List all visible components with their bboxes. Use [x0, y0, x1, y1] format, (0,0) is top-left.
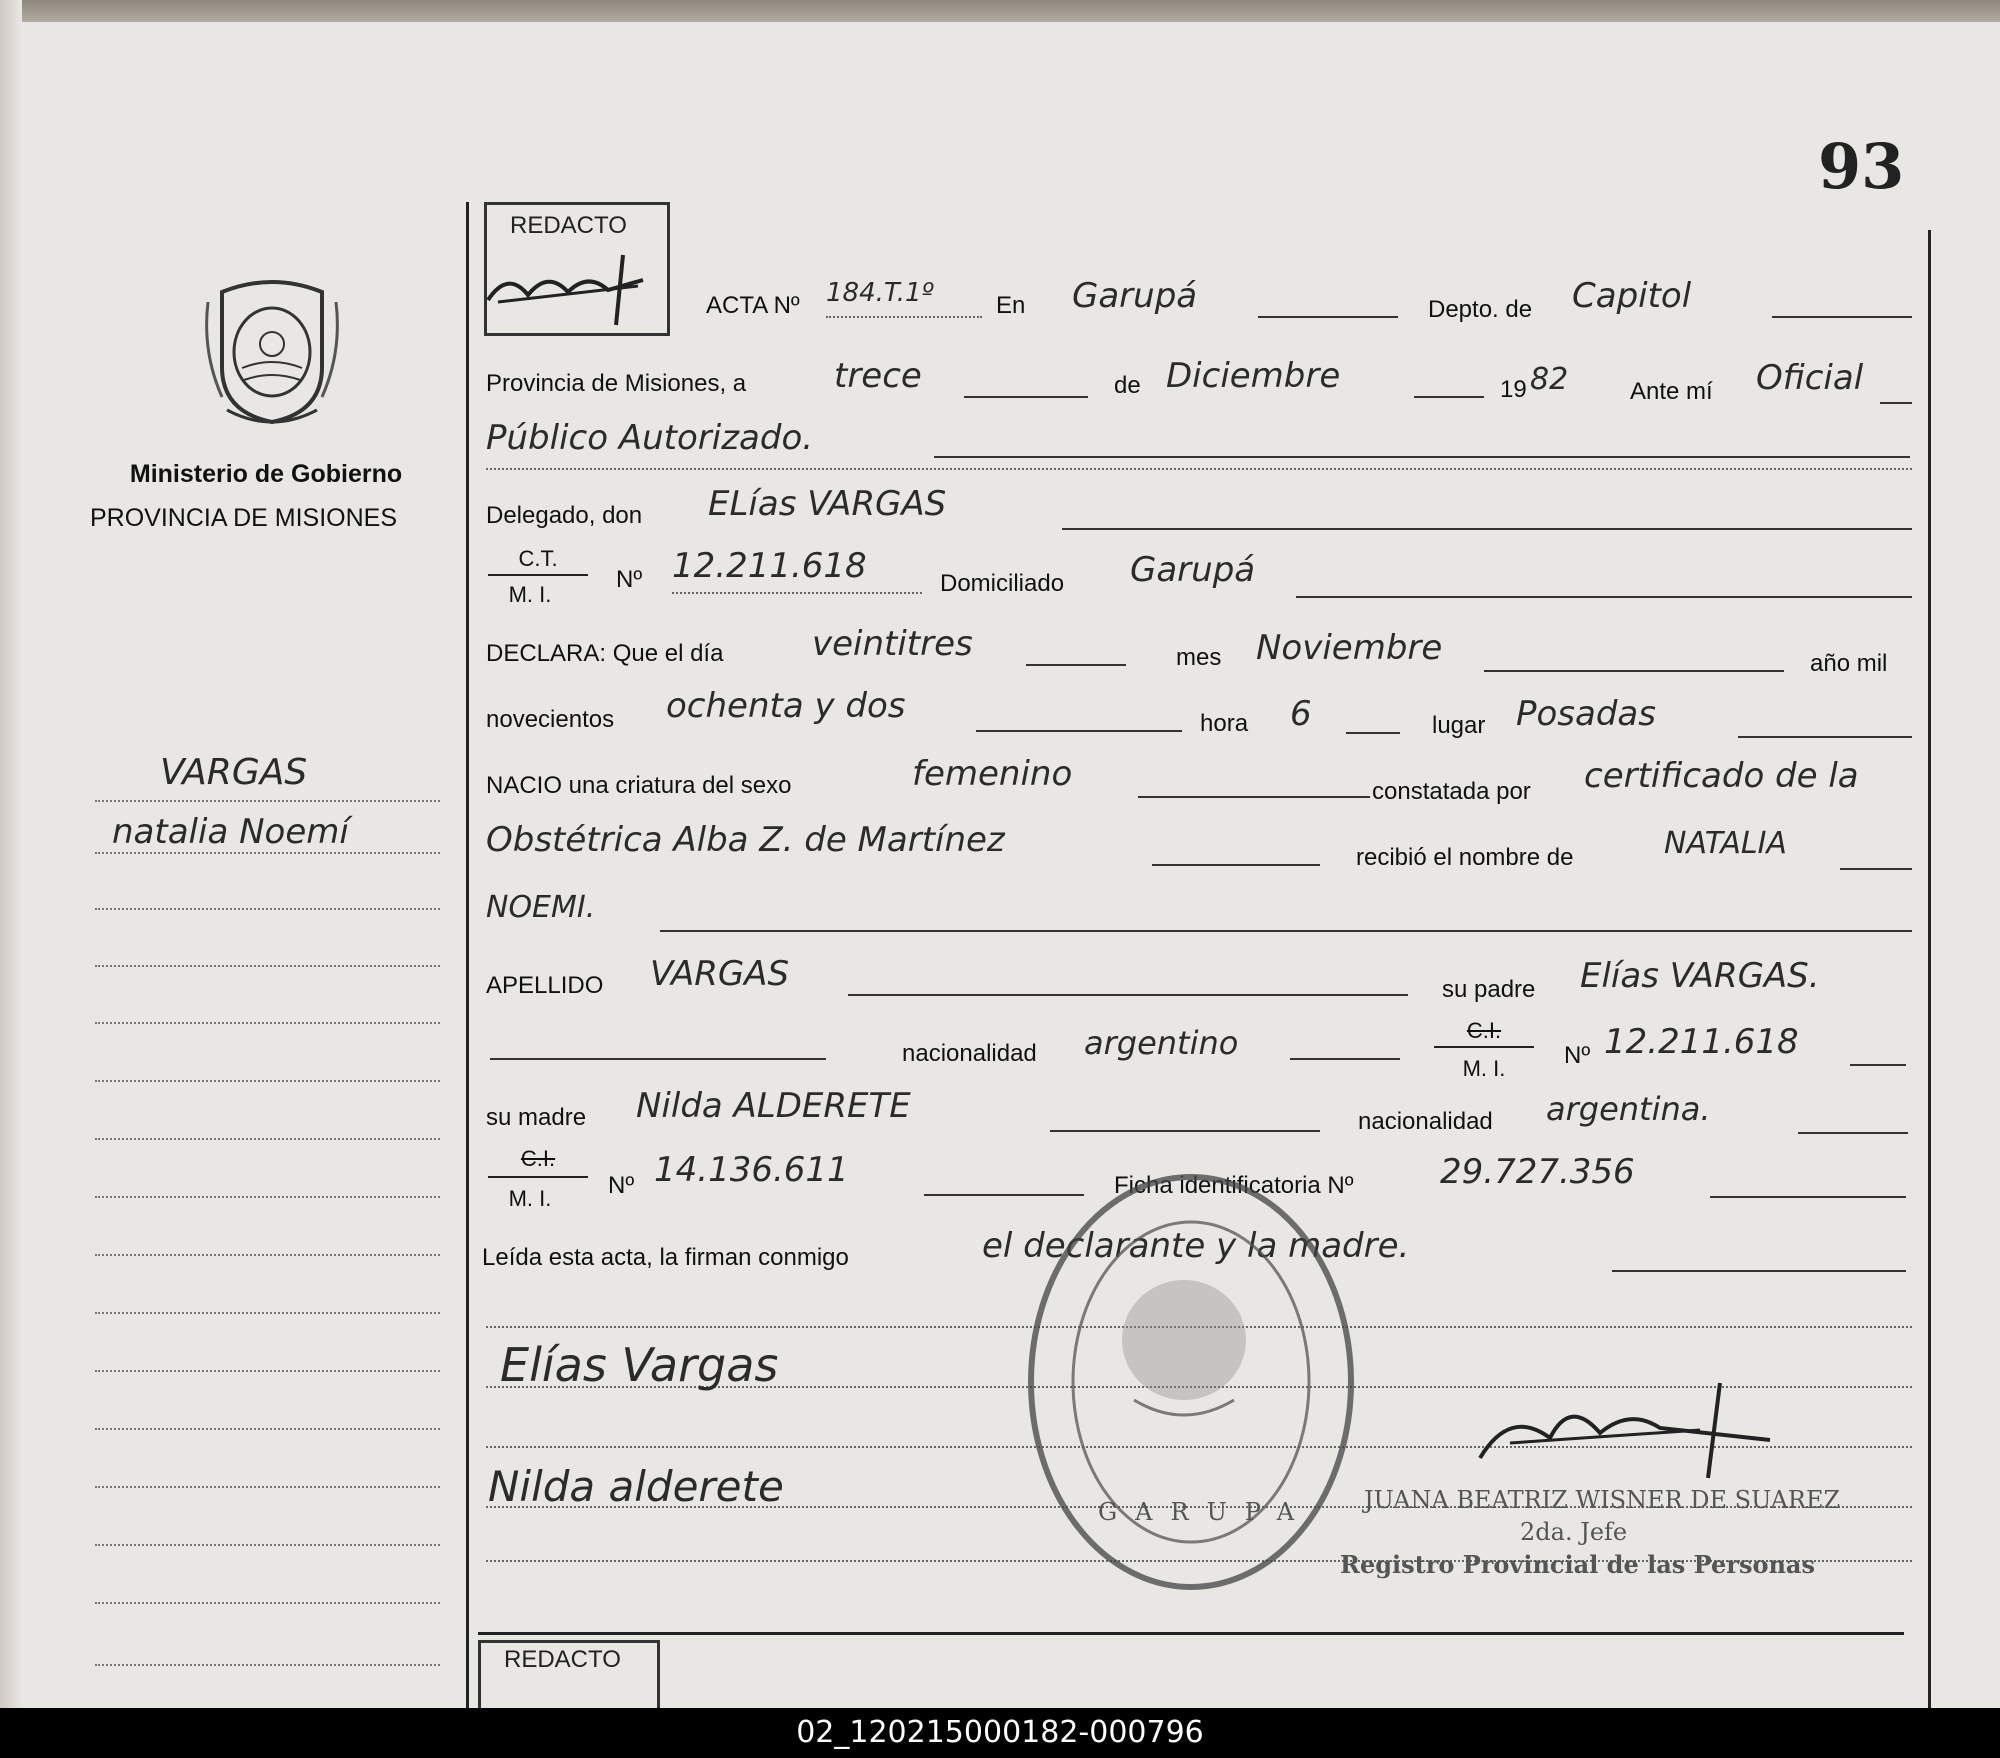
child-name-1: NATALIA — [1664, 826, 1787, 861]
fraction-bar — [488, 574, 588, 576]
constatada-value-2: Obstétrica Alba Z. de Martínez — [486, 820, 1005, 860]
margin-line — [95, 1544, 440, 1546]
ficha-label: Ficha identificatoria Nº — [1114, 1172, 1354, 1199]
acta-number-line — [826, 316, 982, 318]
margin-line — [95, 1428, 440, 1430]
delegado-name: ELías VARGAS — [708, 484, 947, 524]
margin-line — [95, 1254, 440, 1256]
apellido-value: VARGAS — [650, 954, 790, 994]
en-label: En — [996, 292, 1026, 319]
year-suffix: 82 — [1530, 362, 1569, 397]
page-top-edge — [0, 0, 2000, 22]
margin-line — [95, 852, 440, 854]
padre-doc-line — [1850, 1064, 1906, 1066]
margin-line — [95, 1138, 440, 1140]
ante-value-2: Público Autorizado. — [486, 418, 814, 458]
birth-day: veintitres — [812, 624, 973, 664]
madre-line — [1050, 1130, 1320, 1132]
official-signature — [1470, 1378, 1780, 1488]
birth-hour: 6 — [1290, 694, 1312, 734]
hora-label: hora — [1200, 710, 1249, 737]
padre-label: su padre — [1442, 976, 1536, 1003]
margin-line — [95, 908, 440, 910]
birth-year-line — [976, 730, 1182, 732]
official-name: JUANA BEATRIZ WISNER DE SUAREZ — [1364, 1486, 1841, 1514]
nacio-label: NACIO una criatura del sexo — [486, 772, 792, 799]
novecientos-label: novecientos — [486, 706, 615, 733]
form-right-border — [1928, 230, 1931, 1708]
ficha-value: 29.727.356 — [1440, 1152, 1635, 1192]
birth-hour-line — [1346, 732, 1400, 734]
image-caption: 02_120215000182-000796 — [0, 1708, 2000, 1758]
official-office: Registro Provincial de las Personas — [1340, 1550, 1815, 1579]
leida-value: el declarante y la madre. — [982, 1226, 1410, 1266]
margin-line — [95, 965, 440, 967]
ficha-line — [1710, 1196, 1906, 1198]
month-line — [1414, 396, 1484, 398]
madre-doc: 14.136.611 — [654, 1150, 849, 1190]
no-label: Nº — [616, 566, 643, 593]
en-line — [1258, 316, 1398, 318]
ante-value: Oficial — [1756, 358, 1864, 398]
page-left-edge — [0, 0, 22, 1708]
domiciliado-label: Domiciliado — [940, 570, 1065, 597]
birth-month: Noviembre — [1256, 628, 1443, 668]
recibio-label: recibió el nombre de — [1356, 844, 1574, 871]
margin-line — [95, 1196, 440, 1198]
padre-nacionalidad-label: nacionalidad — [902, 1040, 1037, 1067]
madre-value: Nilda ALDERETE — [636, 1086, 911, 1126]
margin-surname: VARGAS — [160, 752, 308, 793]
margin-line — [95, 1312, 440, 1314]
delegado-mi-label: M. I. — [508, 582, 552, 607]
page-number: 93 — [1818, 130, 1905, 203]
depto-label: Depto. de — [1428, 296, 1533, 323]
ante-line — [1880, 402, 1912, 404]
de-label: de — [1114, 372, 1141, 399]
birth-month-line — [1484, 670, 1784, 672]
domiciliado-value: Garupá — [1130, 550, 1256, 590]
margin-line — [95, 1022, 440, 1024]
ante-line-2 — [934, 456, 1910, 458]
day-value: trece — [834, 356, 922, 396]
depto-value: Capitol — [1572, 276, 1692, 316]
margin-line — [95, 1080, 440, 1082]
margin-line — [95, 1370, 440, 1372]
year-prefix: 19 — [1500, 376, 1527, 403]
en-value: Garupá — [1072, 276, 1198, 316]
madre-ct-label: C.I. — [520, 1146, 556, 1171]
madre-nationality-line — [1798, 1132, 1908, 1134]
margin-line — [95, 1486, 440, 1488]
birth-place-line — [1738, 736, 1912, 738]
dotted-line — [486, 468, 1912, 470]
padre-mi-label: M. I. — [1462, 1056, 1506, 1081]
month-value: Diciembre — [1166, 356, 1341, 396]
madre-nationality: argentina. — [1546, 1090, 1711, 1128]
stamp-bottom-text: GARUPA — [1098, 1498, 1313, 1526]
margin-given-names: natalia Noemí — [112, 812, 349, 852]
sex-line — [1138, 796, 1370, 798]
child-name-line — [1840, 868, 1912, 870]
delegado-line — [1062, 528, 1912, 530]
day-line — [964, 396, 1088, 398]
leida-line — [1612, 1270, 1906, 1272]
entry-separator — [478, 1632, 1904, 1635]
delegado-label: Delegado, don — [486, 502, 643, 529]
acta-label: ACTA Nº — [706, 292, 800, 319]
padre-ct-label: C.I. — [1466, 1018, 1502, 1043]
padre-nationality: argentino — [1084, 1024, 1239, 1062]
lugar-label: lugar — [1432, 712, 1486, 739]
margin-line — [95, 800, 440, 802]
constatada-line — [1152, 864, 1320, 866]
ano-label: año mil — [1810, 650, 1888, 677]
child-name-line-2 — [660, 930, 1912, 932]
mes-label: mes — [1176, 644, 1222, 671]
birth-day-line — [1026, 664, 1126, 666]
redacto-signature — [478, 250, 658, 330]
padre-value: Elías VARGAS. — [1580, 956, 1820, 996]
birth-year: ochenta y dos — [666, 686, 906, 726]
child-name-2: NOEMI. — [486, 890, 596, 925]
official-stamp-icon — [1024, 1170, 1359, 1595]
delegado-doc: 12.211.618 — [672, 546, 867, 586]
padre-blank-line — [490, 1058, 826, 1060]
constatada-value: certificado de la — [1584, 756, 1859, 796]
provincia-label: Provincia de Misiones, a — [486, 370, 747, 397]
margin-line — [95, 1664, 440, 1666]
madre-mi-label: M. I. — [508, 1186, 552, 1211]
constatada-label: constatada por — [1372, 778, 1531, 805]
mother-signature: Nilda alderete — [488, 1462, 784, 1511]
padre-no-label: Nº — [1564, 1042, 1591, 1069]
declara-label: DECLARA: Que el día — [486, 640, 724, 667]
apellido-label: APELLIDO — [486, 972, 604, 999]
domiciliado-line — [1296, 596, 1912, 598]
madre-nacionalidad-label: nacionalidad — [1358, 1108, 1493, 1135]
leida-label: Leída esta acta, la firman conmigo — [482, 1244, 849, 1271]
official-role: 2da. Jefe — [1520, 1518, 1628, 1546]
apellido-line — [848, 994, 1408, 996]
doc-line — [672, 592, 922, 594]
acta-number: 184.T.1º — [826, 278, 934, 308]
form-left-border — [466, 202, 469, 1708]
fraction-bar — [1434, 1046, 1534, 1048]
padre-doc: 12.211.618 — [1604, 1022, 1799, 1062]
madre-label: su madre — [486, 1104, 587, 1131]
ministry-title: Ministerio de Gobierno — [129, 460, 403, 488]
province-seal-icon — [202, 272, 342, 430]
declarant-signature: Elías Vargas — [500, 1338, 779, 1392]
redacto-label-next: REDACTO — [504, 1646, 621, 1673]
ante-label: Ante mí — [1630, 378, 1713, 405]
sex-value: femenino — [912, 754, 1073, 794]
birth-place: Posadas — [1516, 694, 1656, 734]
padre-nationality-line — [1290, 1058, 1400, 1060]
delegado-ct-label: C.T. — [518, 546, 558, 571]
fraction-bar — [488, 1176, 588, 1178]
province-title: PROVINCIA DE MISIONES — [90, 504, 398, 532]
redacto-label: REDACTO — [510, 212, 627, 239]
madre-no-label: Nº — [608, 1172, 635, 1199]
depto-line — [1772, 316, 1912, 318]
margin-line — [95, 1602, 440, 1604]
